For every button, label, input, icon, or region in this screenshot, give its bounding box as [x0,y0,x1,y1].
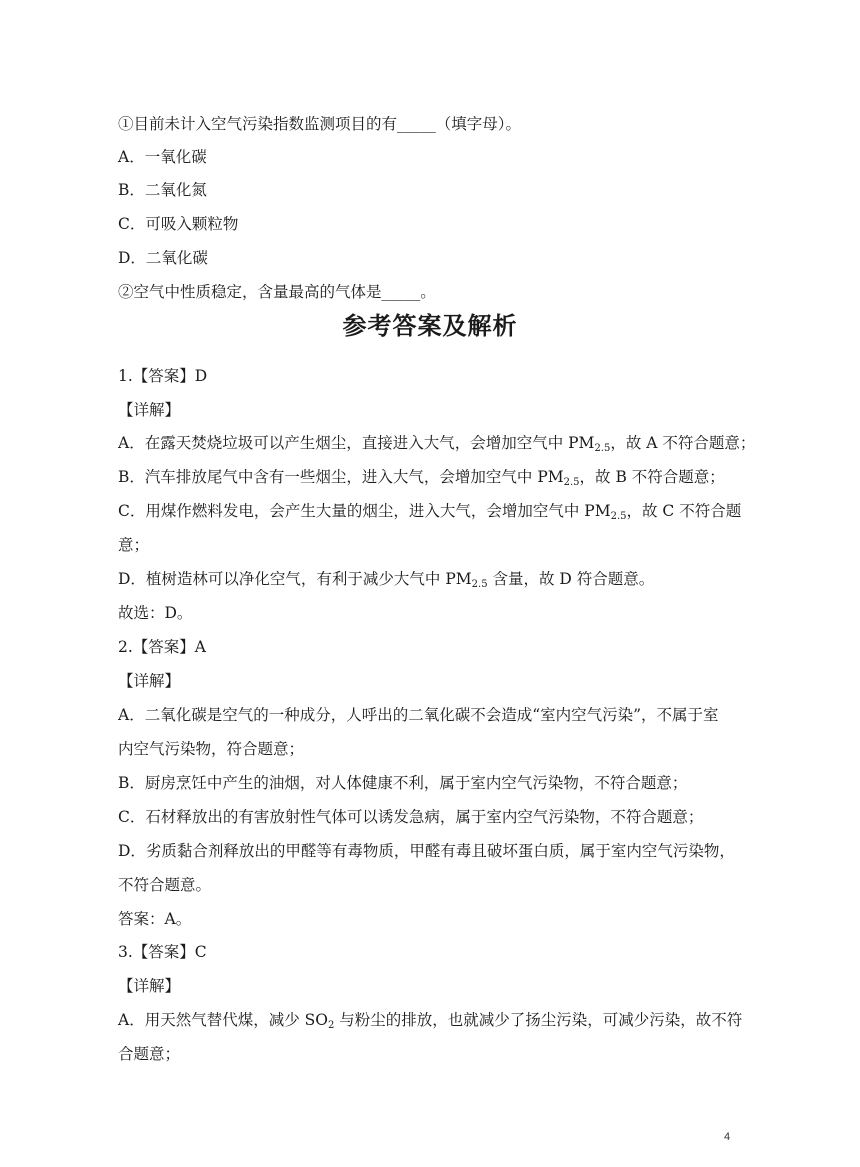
answer-1-option-b-tail: ，故 B 不符合题意； [579,468,725,486]
question-1-text: ①目前未计入空气污染指数监测项目的有_____（填字母）。 [118,115,522,133]
answer-3-option-a-tail: 与粉尘的排放，也就减少了扬尘污染，可减少污染，故不符 [334,1011,743,1029]
answer-1-option-c [118,501,741,527]
answer-1-option-d-text: D．植树造林可以净化空气，有利于减少大气中 PM [118,570,472,588]
answer-3-label: 3.【答案】C [118,943,207,961]
answer-1-option-a-tail: ，故 A 不符合题意； [610,434,756,452]
answer-1-conclusion: 故选：D。 [118,604,193,622]
answer-1-option-a [118,433,755,459]
option-b: B．二氧化氮 [118,181,207,199]
answer-2-option-a: A．二氧化碳是空气的一种成分，人呼出的二氧化碳不会造成“室内空气污染”，不属于室 [118,706,719,724]
answer-2-option-a-continued: 内空气污染物，符合题意； [118,740,305,758]
answer-2-option-b: B．厨房烹饪中产生的油烟，对人体健康不利，属于室内空气污染物，不符合题意； [118,774,688,792]
answer-1-option-c-continued: 意； [118,536,150,554]
answer-3-option-a-text: A．用天然气替代煤，减少 SO [118,1011,328,1029]
pm-subscript: 2.5 [610,511,627,522]
answer-1-detail-label: 【详解】 [118,401,181,419]
answer-1-option-b-text: B．汽车排放尾气中含有一些烟尘，进入大气，会增加空气中 PM [118,468,564,486]
answer-1-label: 1.【答案】D [118,367,208,385]
answer-1-option-c-text: C．用煤作燃料发电，会产生大量的烟尘，进入大气，会增加空气中 PM [118,502,611,520]
option-a: A．一氧化碳 [118,148,207,166]
answer-1-option-d-tail: 含量，故 D 符合题意。 [487,570,655,588]
page-number: 4 [724,1131,731,1143]
answer-1-option-a-text: A．在露天焚烧垃圾可以产生烟尘，直接进入大气，会增加空气中 PM [118,434,595,452]
so2-subscript: 2 [327,1020,335,1031]
answer-2-conclusion: 答案：A。 [118,910,192,928]
answer-2-option-c: C．石材释放出的有害放射性气体可以诱发急病，属于室内空气污染物，不符合题意； [118,808,704,826]
pm-subscript: 2.5 [563,477,580,488]
option-c: C．可吸入颗粒物 [118,215,239,233]
answer-3-option-a [118,1010,742,1036]
answer-3-option-a-continued: 合题意； [118,1045,181,1063]
answer-2-option-d: D．劣质黏合剂释放出的甲醛等有毒物质，甲醛有毒且破坏蛋白质，属于室内空气污染物， [118,842,735,860]
option-d: D．二氧化碳 [118,249,208,267]
answer-3-detail-label: 【详解】 [118,977,181,995]
answer-2-option-d-continued: 不符合题意。 [118,876,212,894]
question-2-text: ②空气中性质稳定，含量最高的气体是_____。 [118,283,436,301]
answer-1-option-c-tail: ，故 C 不符合题 [626,502,742,520]
section-heading: 参考答案及解析 [342,312,518,340]
pm-subscript: 2.5 [471,579,488,590]
answer-1-option-b [118,467,725,493]
pm-subscript: 2.5 [594,443,611,454]
answer-1-option-d [118,569,654,595]
answer-2-label: 2.【答案】A [118,638,206,656]
answer-2-detail-label: 【详解】 [118,672,181,690]
